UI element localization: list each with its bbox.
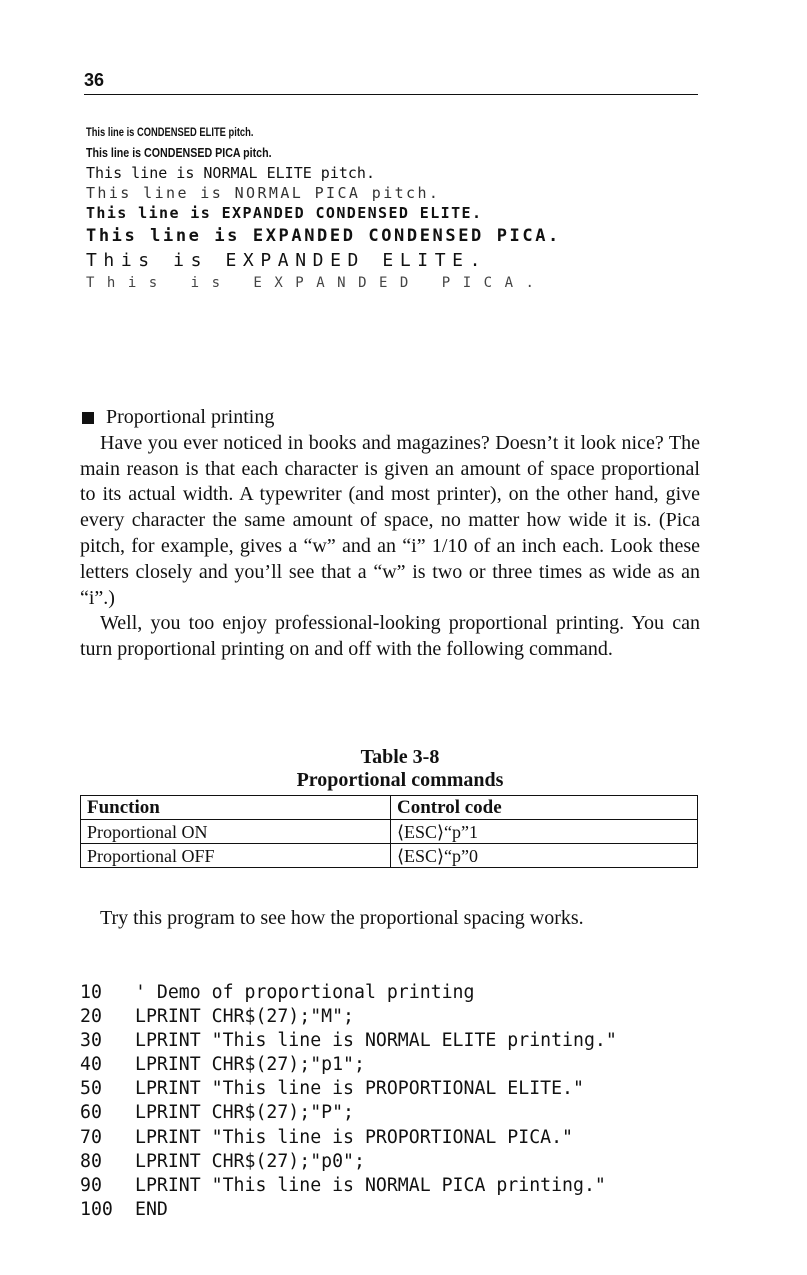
table-cell: Proportional OFF [81, 844, 391, 868]
sample-condensed-pica: This line is CONDENSED PICA pitch. [86, 145, 272, 160]
code-text: LPRINT CHR$(27);"p1"; [135, 1054, 365, 1076]
header-rule [84, 94, 698, 95]
code-text: ' Demo of proportional printing [135, 982, 475, 1003]
code-line [80, 1101, 780, 1125]
table-row [81, 844, 698, 868]
table-cell: ⟨ESC⟩“p”0 [391, 844, 698, 868]
sample-expanded-elite: This is EXPANDED ELITE. [86, 250, 488, 271]
line-number: 90 [80, 1174, 102, 1196]
code-text: LPRINT "This line is NORMAL PICA printing." [135, 1174, 606, 1196]
code-line [80, 1126, 780, 1150]
section-heading [80, 405, 700, 431]
table-row [81, 820, 698, 844]
line-number: 100 [80, 1198, 113, 1220]
line-number: 80 [80, 1150, 102, 1172]
line-number: 20 [80, 1006, 102, 1028]
code-text: LPRINT "This line is PROPORTIONAL PICA." [135, 1126, 573, 1148]
print-samples [86, 126, 746, 296]
line-number: 70 [80, 1126, 102, 1148]
code-text: LPRINT CHR$(27);"p0"; [135, 1150, 365, 1172]
code-line [80, 981, 780, 1005]
code-line [80, 1005, 780, 1029]
try-text: Try this program to see how the proportional spacing works. [100, 907, 584, 929]
table-title: Proportional commands [296, 769, 504, 791]
table-number: Table 3-8 [360, 746, 440, 768]
code-line [80, 1150, 780, 1174]
paragraph: Have you ever noticed in books and magazines? Doesn’t it look nice? The main reason is that each character is given an amount of space proportional to its actual width. A typewriter (and most printer), on the other hand, give every character the same amount of space, no matter how wide it is. (Pica pitch, for example, gives a “w” and an “i” 1/10 of an inch each. Look these letters closely and you’ll see that a “w” is two or three times as wide as an “i”.) [80, 431, 700, 609]
sample-normal-elite: This line is NORMAL ELITE pitch. [86, 164, 375, 182]
code-line [80, 1198, 780, 1222]
page-number: 36 [84, 70, 105, 90]
code-text: LPRINT "This line is NORMAL ELITE printing." [135, 1030, 617, 1052]
square-bullet-icon [82, 412, 94, 424]
sample-normal-pica: This line is NORMAL PICA pitch. [86, 184, 441, 202]
column-header: Control code [391, 796, 698, 820]
code-text: LPRINT CHR$(27);"P"; [135, 1102, 354, 1124]
program-listing [80, 981, 780, 1222]
code-line [80, 1029, 780, 1053]
sample-condensed-elite: This line is CONDENSED ELITE pitch. [86, 125, 254, 139]
code-line [80, 1053, 780, 1077]
section-heading-text: Proportional printing [106, 406, 275, 428]
line-number: 60 [80, 1102, 102, 1124]
table-cell: ⟨ESC⟩“p”1 [391, 820, 698, 844]
paragraph: Well, you too enjoy professional-looking proportional printing. You can turn proportional printing on and off with the following command. [80, 612, 700, 661]
table-cell: Proportional ON [81, 820, 391, 844]
line-number: 50 [80, 1078, 102, 1100]
line-number: 40 [80, 1054, 102, 1076]
line-number: 10 [80, 982, 102, 1003]
sample-expanded-condensed-pica: This line is EXPANDED CONDENSED PICA. [86, 226, 561, 246]
sample-expanded-condensed-elite: This line is EXPANDED CONDENSED ELITE. [86, 204, 483, 222]
proportional-commands-table [80, 795, 698, 868]
proportional-section [80, 405, 700, 663]
table-header-row [81, 796, 698, 820]
sample-expanded-pica: This is EXPANDED PICA. [86, 275, 547, 291]
code-line [80, 1174, 780, 1198]
code-text: END [135, 1198, 168, 1220]
line-number: 30 [80, 1030, 102, 1052]
code-text: LPRINT "This line is PROPORTIONAL ELITE." [135, 1078, 584, 1100]
code-text: LPRINT CHR$(27);"M"; [135, 1006, 354, 1028]
code-line [80, 1077, 780, 1101]
column-header: Function [81, 796, 391, 820]
